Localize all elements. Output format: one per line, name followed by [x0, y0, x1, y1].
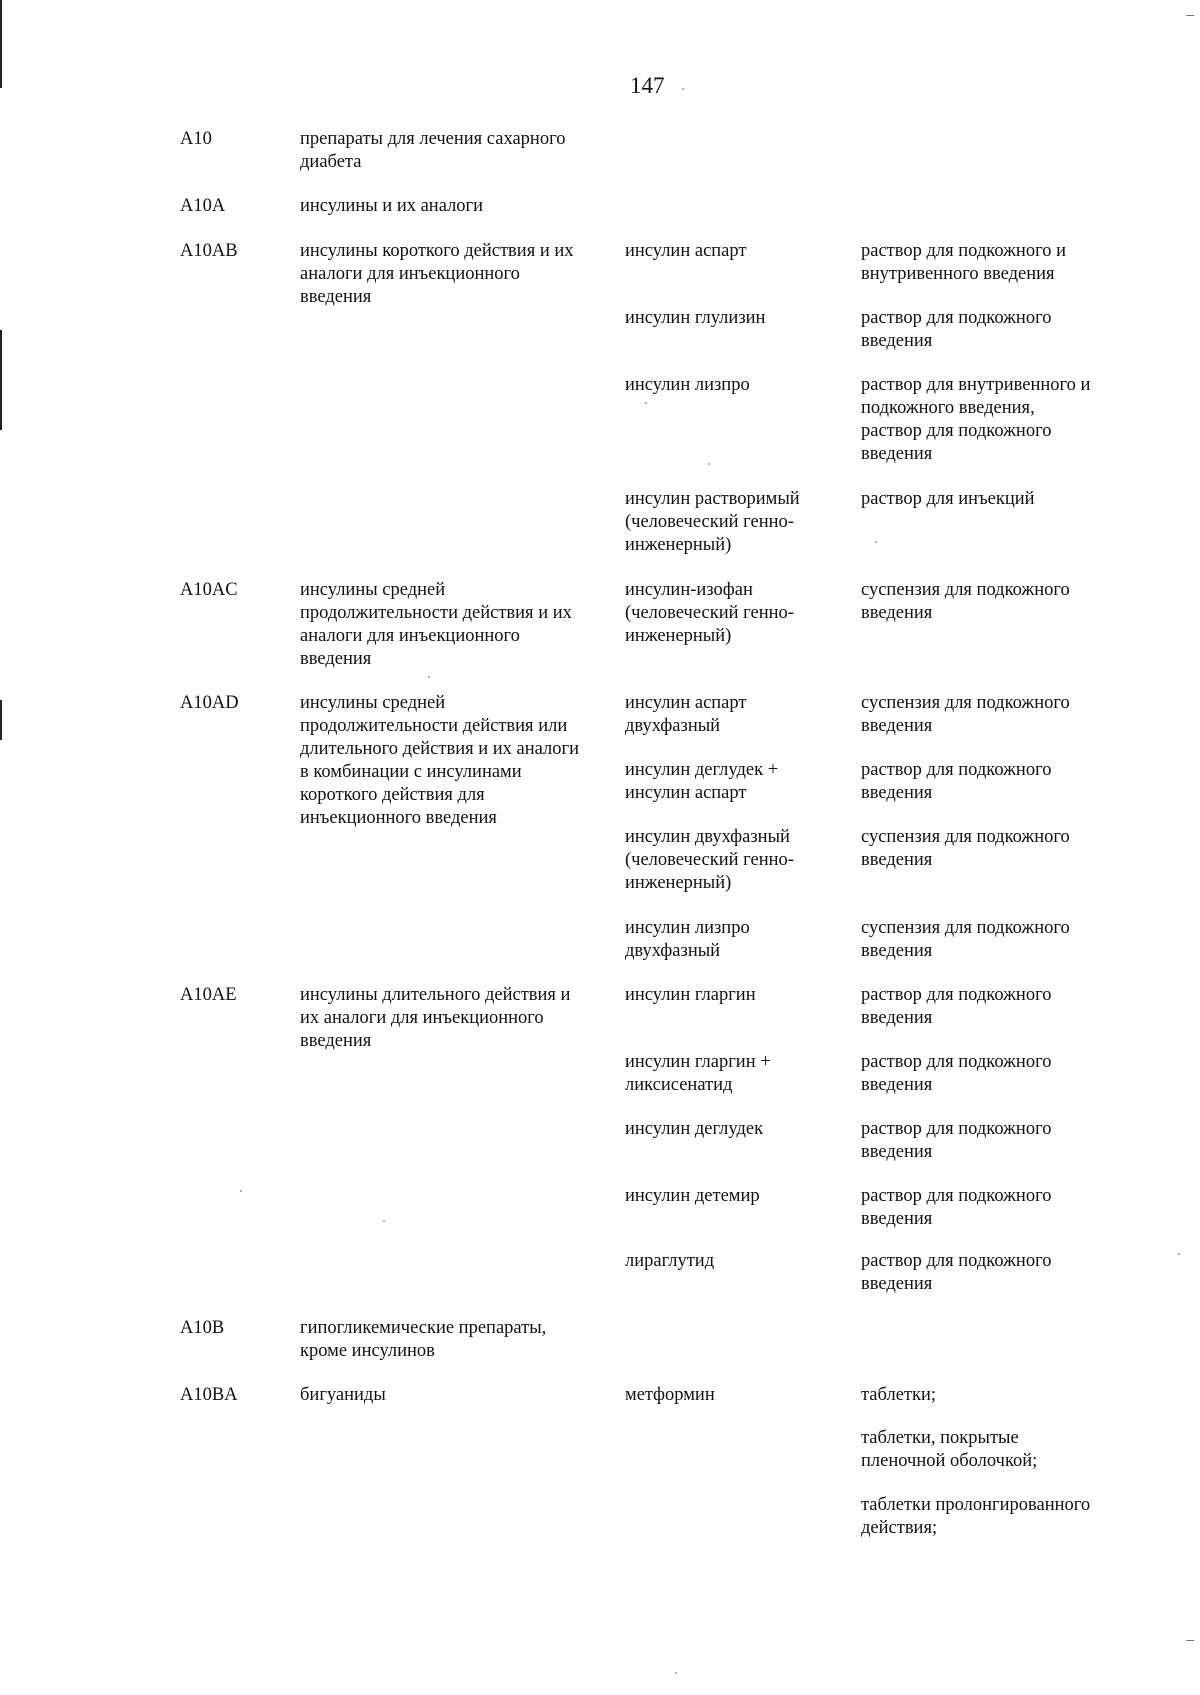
scan-edge-mark [1186, 15, 1194, 16]
dosage-form: раствор для внутривенного и подкожного введения, раствор для подкожного введения [861, 375, 1091, 464]
drug-name: инсулин двухфазный (человеческий генно- инженерный) [625, 827, 794, 893]
scan-speck [1178, 1253, 1180, 1255]
scan-edge-mark [0, 330, 2, 430]
pharmacological-group: инсулины длительного действия и их аналоги для инъекционного введения [300, 985, 571, 1051]
pharmacological-group: инсулины средней продолжительности действия и их аналоги для инъекционного введения [300, 580, 572, 669]
atc-code: A10AC [180, 580, 238, 600]
atc-code: A10AE [180, 985, 237, 1005]
atc-code: A10B [180, 1318, 225, 1338]
scan-speck [875, 541, 877, 543]
pharmacological-group: инсулины и их аналоги [300, 196, 484, 216]
drug-name: метформин [625, 1385, 715, 1405]
scan-edge-mark [0, 700, 2, 740]
scan-edge-mark [0, 0, 2, 88]
dosage-form: раствор для подкожного введения [861, 985, 1052, 1028]
atc-code: A10A [180, 196, 226, 216]
dosage-form: раствор для инъекций [861, 489, 1035, 509]
pharmacological-group: бигуаниды [300, 1385, 386, 1405]
dosage-form: таблетки пролонгированного действия; [861, 1495, 1091, 1538]
dosage-form: суспензия для подкожного введения [861, 693, 1070, 736]
drug-name: инсулин лизпро [625, 375, 750, 395]
atc-code: A10BA [180, 1385, 238, 1405]
pharmacological-group: гипогликемические препараты, кроме инсулинов [300, 1318, 547, 1361]
drug-name: лираглутид [625, 1251, 715, 1271]
drug-name: инсулин аспарт [625, 241, 747, 261]
scan-speck [383, 1220, 385, 1222]
drug-name: инсулин гларгин + ликсисенатид [625, 1052, 771, 1095]
dosage-form: раствор для подкожного и внутривенного введения [861, 241, 1066, 284]
drug-name: инсулин растворимый (человеческий генно- инженерный) [625, 489, 800, 555]
drug-name: инсулин глулизин [625, 308, 766, 328]
atc-code: A10AB [180, 241, 238, 261]
dosage-form: суспензия для подкожного введения [861, 827, 1070, 870]
drug-name: инсулин детемир [625, 1186, 760, 1206]
dosage-form: таблетки; [861, 1385, 937, 1405]
scan-speck [682, 88, 684, 90]
scan-edge-mark [1186, 1640, 1194, 1641]
drug-name: инсулин деглудек + инсулин аспарт [625, 760, 779, 803]
drug-name: инсулин лизпро двухфазный [625, 918, 750, 961]
pharmacological-group: инсулины короткого действия и их аналоги для инъекционного введения [300, 241, 574, 307]
pharmacological-group: препараты для лечения сахарного диабета [300, 129, 566, 172]
dosage-form: раствор для подкожного введения [861, 308, 1052, 351]
dosage-form: раствор для подкожного введения [861, 1052, 1052, 1095]
dosage-form: таблетки, покрытые пленочной оболочкой; [861, 1428, 1038, 1471]
drug-name: инсулин гларгин [625, 985, 756, 1005]
scan-speck [675, 1672, 677, 1674]
scan-speck [428, 676, 430, 678]
dosage-form: суспензия для подкожного введения [861, 918, 1070, 961]
dosage-form: раствор для подкожного введения [861, 1186, 1052, 1229]
scan-speck [645, 402, 647, 404]
atc-code: A10AD [180, 693, 239, 713]
atc-code: A10 [180, 129, 212, 149]
scan-speck [240, 1190, 242, 1192]
dosage-form: раствор для подкожного введения [861, 760, 1052, 803]
dosage-form: раствор для подкожного введения [861, 1251, 1052, 1294]
page-number: 147 [630, 73, 665, 98]
drug-name: инсулин аспарт двухфазный [625, 693, 747, 736]
pharmacological-group: инсулины средней продолжительности действия или длительного действия и их аналоги в комбинации с инсулинами короткого действия для инъекционного введения [300, 693, 580, 828]
scan-speck [708, 463, 710, 465]
dosage-form: раствор для подкожного введения [861, 1119, 1052, 1162]
dosage-form: суспензия для подкожного введения [861, 580, 1070, 623]
drug-name: инсулин-изофан (человеческий генно- инженерный) [625, 580, 794, 646]
drug-name: инсулин деглудек [625, 1119, 764, 1139]
